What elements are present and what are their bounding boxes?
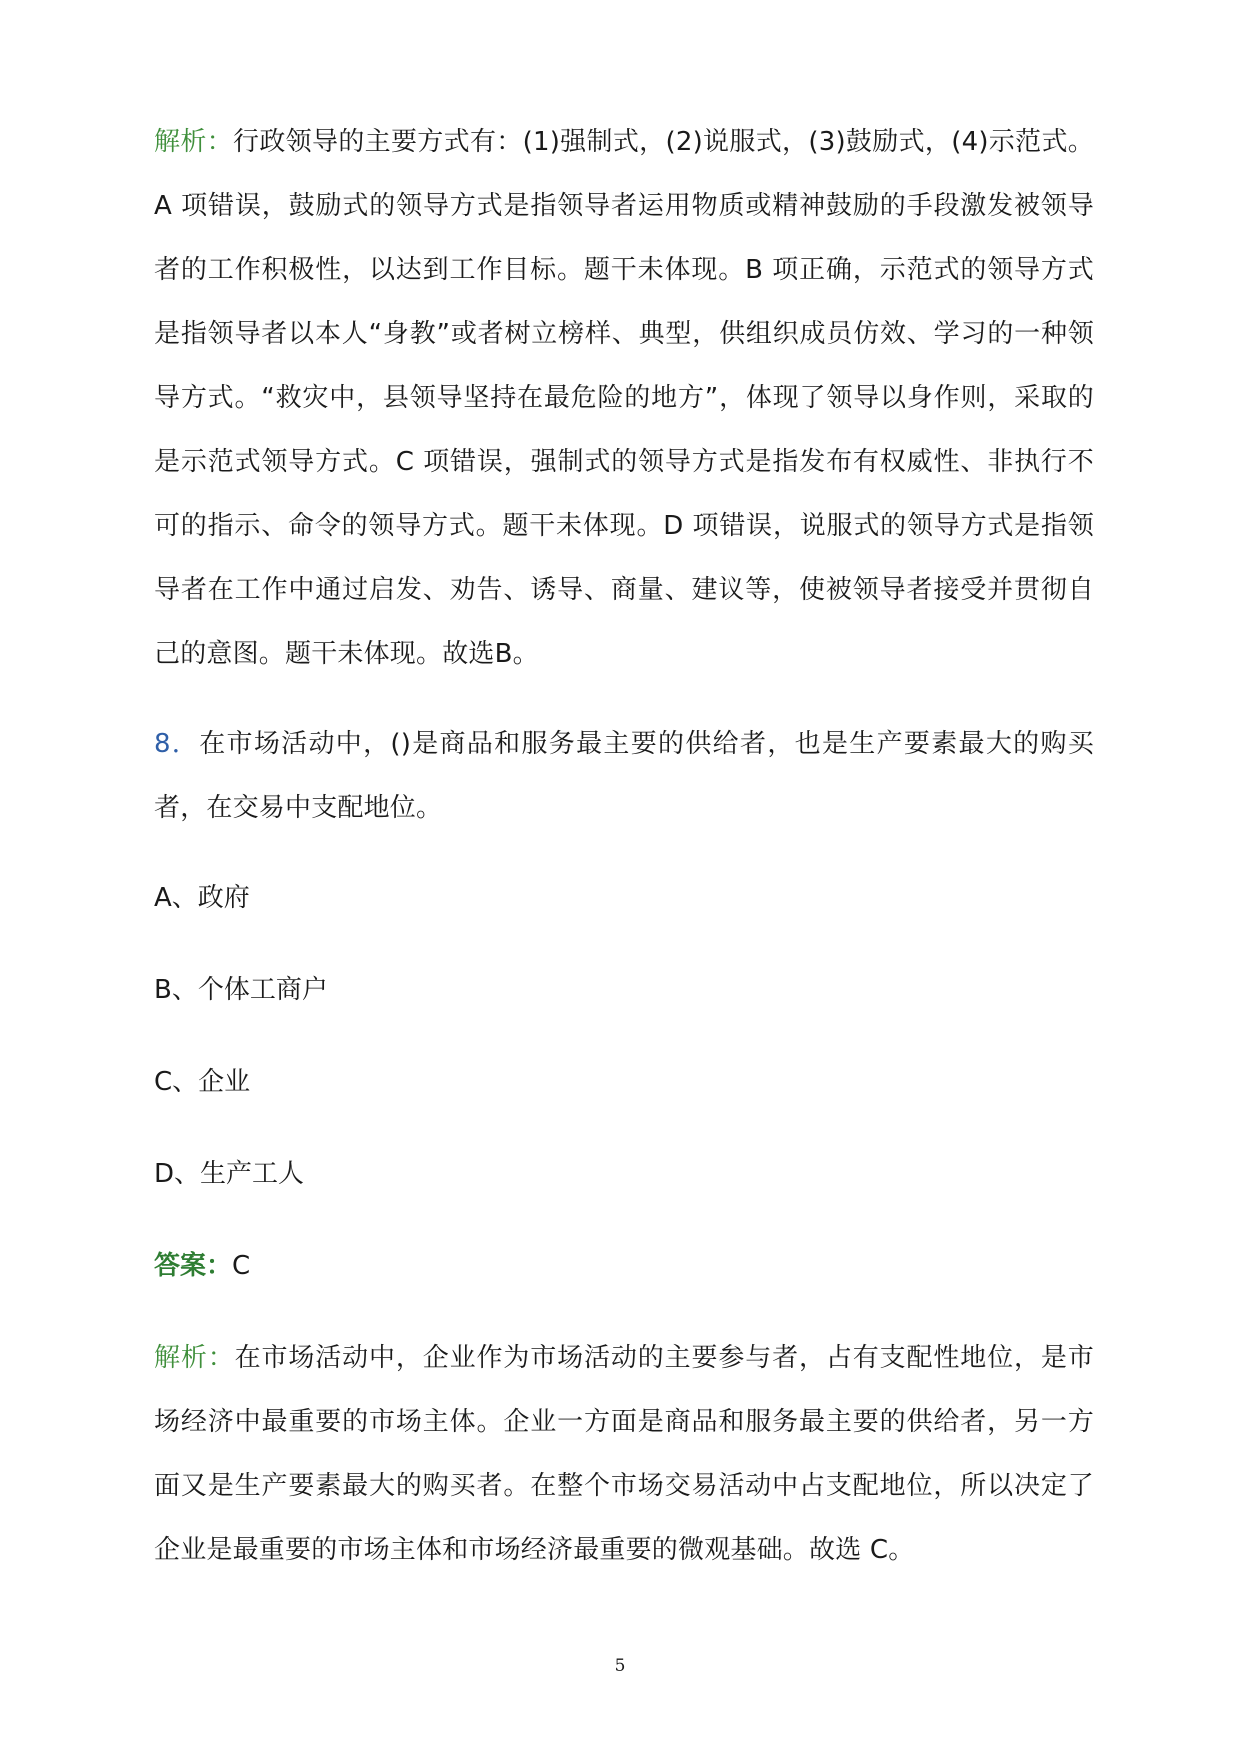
analysis-text: 在市场活动中，企业作为市场活动的主要参与者，占有支配性地位，是市场经济中最重要的市场主体。企业一方面是商品和服务最主要的供给者，另一方面又是生产要素最大的购买者。在整个市场交易活动中占支配地位，所以决定了企业是最重要的市场主体和市场经济最重要的微观基础。故选 C。 bbox=[154, 1343, 1094, 1565]
option-b: B、个体工商户 bbox=[154, 975, 328, 1005]
question-number: 8． bbox=[154, 729, 200, 759]
analysis-paragraph-2 bbox=[154, 1326, 1094, 1582]
answer-line bbox=[154, 1234, 1094, 1298]
document-body bbox=[154, 110, 1094, 1582]
options-list bbox=[154, 866, 1094, 1206]
question-8 bbox=[154, 712, 1094, 840]
option-c: C、企业 bbox=[154, 1067, 251, 1097]
analysis-paragraph-1 bbox=[154, 110, 1094, 686]
option-a: A、政府 bbox=[154, 883, 250, 913]
page-number: 5 bbox=[614, 1656, 626, 1676]
analysis-label: 解析： bbox=[154, 127, 233, 157]
option-d: D、生产工人 bbox=[154, 1159, 305, 1189]
answer-label: 答案： bbox=[154, 1251, 233, 1281]
question-stem: 在市场活动中，()是商品和服务最主要的供给者，也是生产要素最大的购买者，在交易中支配地位。 bbox=[154, 729, 1094, 823]
analysis-label: 解析： bbox=[154, 1343, 235, 1373]
answer-value: C bbox=[232, 1251, 251, 1281]
analysis-text: 行政领导的主要方式有：(1)强制式，(2)说服式，(3)鼓励式，(4)示范式。A 项错误，鼓励式的领导方式是指领导者运用物质或精神鼓励的手段激发被领导者的工作积极性，以达到工作目标。题干未体现。B 项正确，示范式的领导方式是指领导者以本人“身教”或者树立榜样、典型，供组织成员仿效、学习的一种领导方式。“救灾中，县领导坚持在最危险的地方”，体现了领导以身作则，采取的是示范式领导方式。C 项错误，强制式的领导方式是指发布有权威性、非执行不可的指示、命令的领导方式。题干未体现。D 项错误，说服式的领导方式是指领导者在工作中通过启发、劝告、诱导、商量、建议等，使被领导者接受并贯彻自己的意图。题干未体现。故选B。 bbox=[154, 127, 1094, 669]
